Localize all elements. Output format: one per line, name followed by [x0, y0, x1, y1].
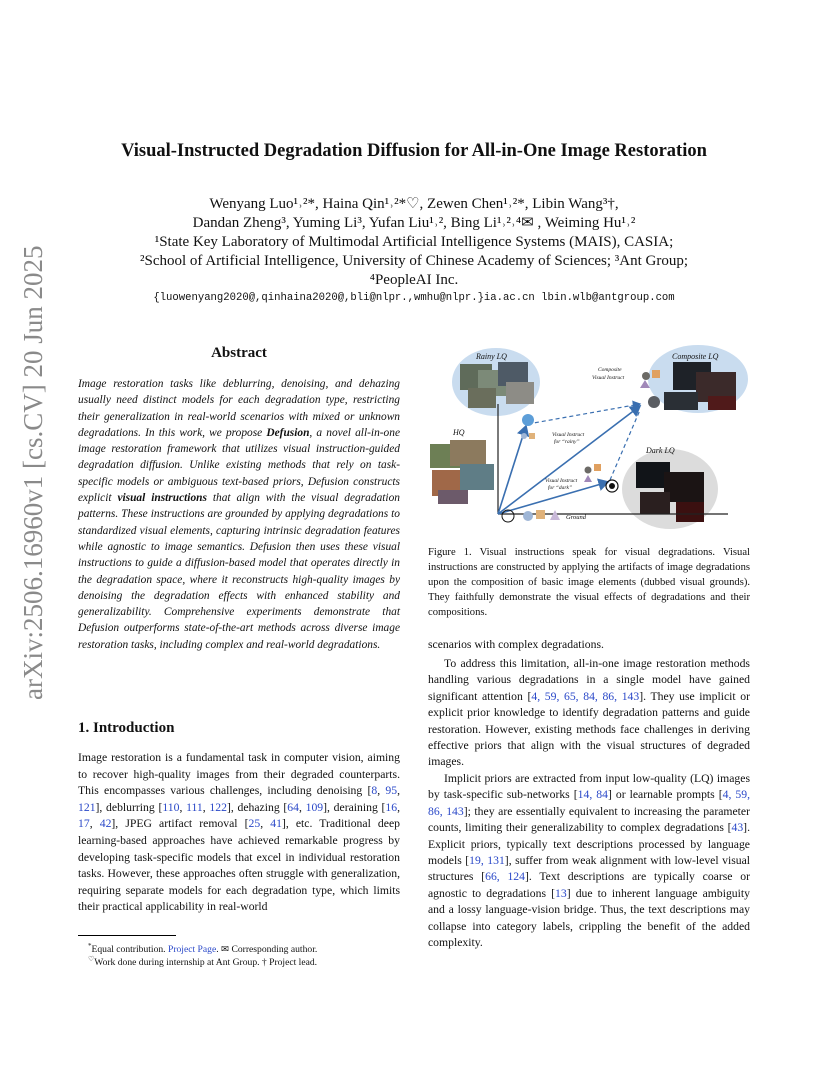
project-page-link[interactable]: Project Page — [167, 944, 217, 956]
citation[interactable]: 8 — [371, 784, 378, 798]
authors-line-1: Wenyang Luo¹˒²*, Haina Qin¹˒²*♡, Zewen Chen¹˒²*, Libin Wang³†, — [209, 196, 619, 212]
figure-1 — [428, 344, 750, 540]
citation-group[interactable]: 14, 84 — [577, 788, 608, 802]
authors-line-2: Dandan Zheng³, Yuming Li³, Yufan Liu¹˒², Bing Li¹˒²˒⁴✉ , Weiming Hu¹˒² — [192, 215, 636, 231]
label-composite-instruct-1: Composite — [598, 367, 622, 373]
citation[interactable]: 64 — [287, 800, 299, 814]
defusion-name: Defusion — [266, 426, 310, 439]
affiliation-1: ¹State Key Laboratory of Multimodal Artificial Intelligence Systems (MAIS), CASIA; — [154, 234, 674, 250]
label-dark-lq: Dark LQ — [646, 446, 675, 455]
figure-caption: Figure 1. Visual instructions speak for visual degradations. Visual instructions are constructed by applying the artifacts of image degradations upon the composition of basic image elements (dubbed visual grounds). They faithfully demonstrate the visual effects of degradations and their compositions. — [428, 547, 750, 618]
right-para-0: scenarios with complex degradations. — [428, 638, 604, 651]
citation[interactable]: 95 — [385, 784, 398, 798]
label-ground: Ground — [566, 514, 586, 521]
arxiv-watermark: arXiv:2506.16960v1 [cs.CV] 20 Jun 2025 — [18, 245, 48, 700]
paper-title: Visual-Instructed Degradation Diffusion for All-in-One Image Restoration — [121, 141, 707, 161]
cloud-icon — [648, 396, 660, 408]
right-para-1: To address this limitation, all-in-one image restoration methods handling various degradations in a single model have gained significant attention [4, 59, 65, 84, 86, 143]. They use implicit or explicit prior knowledge to identify degradation patterns and guide restoration. However, existing methods face challenges in deriving effective priors that align with the visual structures of degraded images. — [428, 657, 751, 769]
label-composite-lq: Composite LQ — [672, 352, 719, 361]
abstract-heading: Abstract — [211, 345, 267, 361]
citation[interactable]: 109 — [305, 800, 324, 814]
author-emails: {luowenyang2020@,qinhaina2020@,bli@nlpr.,wmhu@nlpr.}ia.ac.cn lbin.wlb@antgroup.com — [153, 292, 675, 304]
citation[interactable]: 121 — [78, 800, 96, 814]
hq-images — [430, 440, 494, 504]
citation-group[interactable]: 43 — [731, 821, 744, 835]
dashed-vector-rainy — [528, 404, 640, 424]
rainy-vector — [498, 426, 526, 514]
label-composite-instruct-2: Visual Instruct — [592, 375, 625, 381]
citation[interactable]: 25 — [248, 817, 261, 831]
citation-group[interactable]: 66, 124 — [485, 870, 525, 884]
affiliation-3: ⁴PeopleAI Inc. — [369, 272, 459, 288]
label-rainy-instruct-2: for “rainy” — [554, 439, 580, 445]
label-rainy-instruct-1: Visual Instruct — [552, 432, 585, 438]
citation-group[interactable]: 4, 59, 86, 143 — [428, 788, 751, 818]
rain-cloud-icon — [522, 414, 534, 426]
footnote-1: *Equal contribution. Project Page. ✉ Corresponding author. — [88, 942, 318, 956]
citation[interactable]: 111 — [186, 800, 203, 814]
affiliation-2: ²School of Artificial Intelligence, University of Chinese Academy of Sciences; ³Ant Group; — [139, 253, 689, 269]
citation[interactable]: 110 — [162, 800, 180, 814]
intro-heading: 1. Introduction — [78, 720, 175, 736]
citation[interactable]: 16 — [385, 800, 398, 814]
visual-instructions-term: visual instructions — [117, 492, 207, 505]
abstract-body: Image restoration tasks like deblurring, denoising, and dehazing usually need distinct models for each degradation type, restricting their generalization in real-world scenarios with mixed or unknown degradations. In this work, we propose Defusion, a novel all-in-one image restoration framework that utilizes visual instruction-guided degradation diffusion. Unlike existing methods that rely on task-specific models or ambiguous text-based priors, Defusion constructs explicit visual instructions that align with the visual degradation patterns. These instructions are grounded by applying degradations to standardized visual elements, capturing intrinsic degradation features while agnostic to image semantics. Defusion then uses these visual instructions to guide a diffusion-based model that operates directly in the degradation space, where it reconstructs high-quality images by denoising the degradation effects with enhanced stability and generalizability. Comprehensive experiments demonstrate that Defusion outperforms state-of-the-art methods across diverse image restoration tasks, including complex and real-world degradations. — [78, 378, 400, 651]
ground-shapes — [523, 510, 560, 521]
footnote-rule — [78, 935, 176, 936]
citation-group[interactable]: 4, 59, 65, 84, 86, 143 — [531, 689, 640, 703]
right-para-2: Implicit priors are extracted from input low-quality (LQ) images by task-specific sub-networks [14, 84] or learnable prompts [4, 59, 86, 143]; they are essentially equivalent to increasing the parameter counts, limiting their generalizability to complex degradations [43]. Explicit priors, typically text descriptions processed by language models [19, 131], suffer from weak alignment with low-level visual structures [66, 124]. Text descriptions are typically coarse or agnostic to degradations [13] due to inherent language ambiguity and a lossy language-vision bridge. Thus, the text descriptions may collapse into category labels, crippling the benefit of the added complexity. — [428, 772, 751, 950]
citation-group[interactable]: 19, 131 — [469, 854, 505, 868]
rainy-shapes — [521, 414, 535, 439]
citation[interactable]: 122 — [209, 800, 227, 814]
citation[interactable]: 42 — [99, 817, 112, 831]
label-dark-instruct-1: Visual Instruct — [545, 478, 578, 484]
citation[interactable]: 41 — [270, 817, 282, 831]
label-rainy-lq: Rainy LQ — [476, 352, 507, 361]
intro-paragraph: Image restoration is a fundamental task in computer vision, aiming to recover high-quality images from their degraded counterparts. This encompasses various challenges, including denoising [8, 95, 121], deblurring [110, 111, 122], dehazing [64, 109], deraining [16, 17, 42], JPEG artifact removal [25, 41], etc. Traditional deep learning-based approaches have achieved remarkable progress by developing task-specific models that excel in individual restoration tasks. However, these approaches often struggle with generalization, requiring separate models for each degradation type, which limits their practical applicability in real-world — [78, 751, 401, 914]
citation[interactable]: 17 — [78, 817, 90, 831]
label-dark-instruct-2: for “dark” — [548, 485, 572, 491]
citation-group[interactable]: 13 — [555, 886, 567, 900]
footnote-2: ♡Work done during internship at Ant Group. † Project lead. — [88, 955, 318, 969]
label-hq: HQ — [453, 428, 465, 437]
